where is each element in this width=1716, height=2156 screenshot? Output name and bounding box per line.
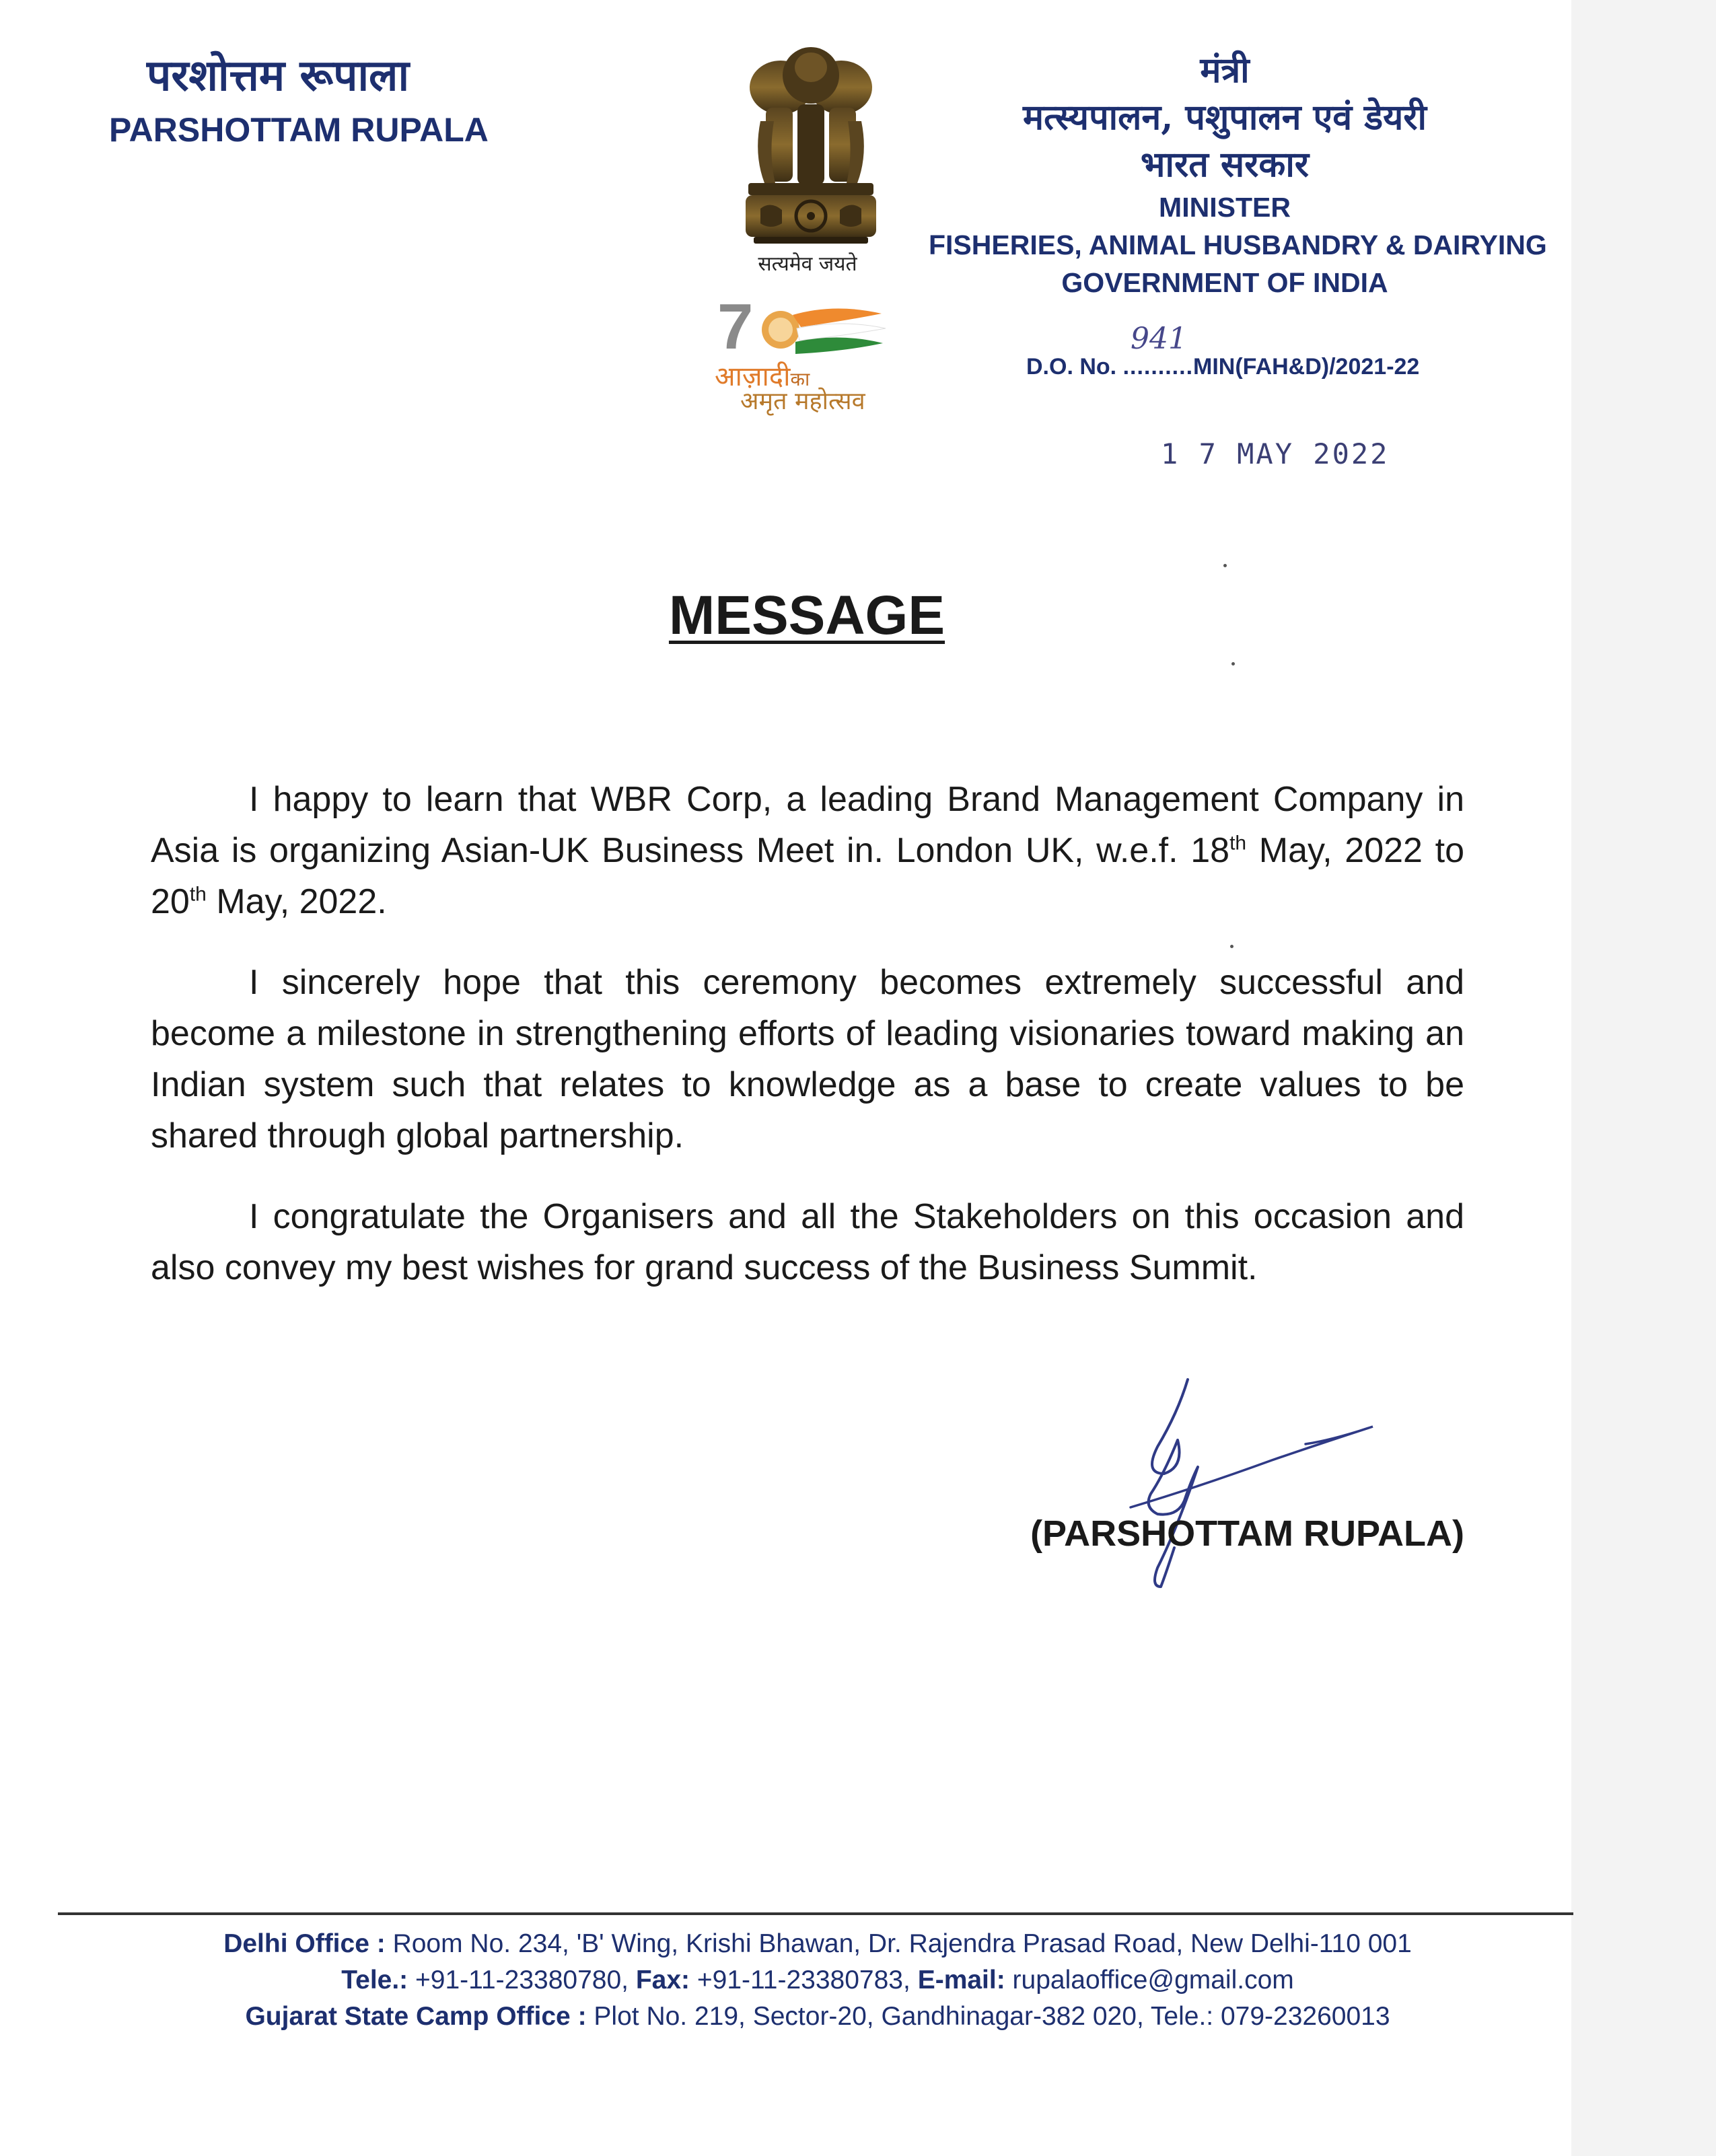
svg-text:7: 7: [717, 291, 754, 363]
government-hindi: भारत सरकार: [1140, 144, 1310, 185]
logo-text-ka: का: [790, 368, 810, 390]
p1-text-a: I happy to learn that WBR Corp, a leading Brand Management Company in Asia is organizing Asian-UK Business Meet in. London UK, w.e.f. 18: [151, 780, 1464, 870]
date-stamp: 1 7 MAY 2022: [1161, 437, 1390, 470]
delhi-office-address: Room No. 234, 'B' Wing, Krishi Bhawan, Dr. Rajendra Prasad Road, New Delhi-110 001: [385, 1929, 1412, 1958]
footer-delhi-office: [101, 1926, 1534, 1962]
email-label: E-mail:: [917, 1966, 1005, 1995]
message-paragraph-2: I sincerely hope that this ceremony becomes extremely successful and become a milestone in strengthening efforts of leading visionaries toward making an Indian system such that relates to knowledge as a base to create values to be shared through global partnership.: [151, 963, 1464, 1155]
scan-speck: [1231, 662, 1235, 666]
logo-text-azadi-main: आज़ादी: [715, 361, 791, 392]
fax-value: +91-11-23380783,: [690, 1966, 918, 1995]
p1-text-c: May, 2022.: [206, 882, 387, 921]
ministry-english: FISHERIES, ANIMAL HUSBANDRY & DAIRYING: [929, 229, 1547, 260]
do-suffix: MIN(FAH&D)/2021-22: [1193, 354, 1420, 380]
signatory-name: (PARSHOTTAM RUPALA): [1030, 1513, 1464, 1554]
ministry-block: [929, 47, 1547, 301]
footer-contact: [101, 1926, 1534, 2035]
fax-label: Fax:: [635, 1966, 690, 1995]
minister-name-hindi: परशोत्तम रूपाला: [147, 50, 410, 101]
scan-margin: [1571, 0, 1716, 2156]
gujarat-office-label: Gujarat State Camp Office :: [245, 2002, 587, 2031]
p1-text-b: May, 2022 to 20: [151, 831, 1464, 921]
ministry-hindi: मत्स्यपालन, पशुपालन एवं डेयरी: [1022, 97, 1427, 138]
tele-label: Tele.:: [341, 1966, 408, 1995]
scan-speck: [1230, 945, 1234, 948]
do-dots: ..........: [1122, 354, 1194, 380]
do-number: [1026, 354, 1419, 380]
message-title: MESSAGE: [668, 585, 945, 646]
message-paragraph-3: I congratulate the Organisers and all the Stakeholders on this occasion and also convey my best wishes for grand success of the Business Summit.: [151, 1197, 1464, 1287]
designation-english: MINISTER: [1159, 192, 1291, 223]
logo-text-amrit-mahotsav: अमृत महोत्सव: [740, 388, 865, 415]
footer-contact-numbers: [101, 1962, 1534, 1999]
do-handwritten-number: 941: [1131, 322, 1187, 356]
p1-sup-2: th: [189, 883, 207, 906]
email-value: rupalaoffice@gmail.com: [1005, 1966, 1294, 1995]
scan-speck: [1223, 564, 1227, 567]
message-body: [151, 774, 1464, 1323]
message-paragraph-1: [151, 774, 1464, 927]
designation-hindi: मंत्री: [1200, 50, 1250, 91]
footer-gujarat-office: [101, 1999, 1534, 2035]
p1-sup-1: th: [1229, 832, 1247, 855]
footer-divider: [58, 1912, 1573, 1915]
national-emblem-icon: [734, 40, 888, 256]
government-english: GOVERNMENT OF INDIA: [1061, 267, 1388, 298]
tele-value: +91-11-23380780,: [408, 1966, 636, 1995]
handwritten-signature-icon: [1050, 1373, 1400, 1602]
emblem-motto: सत्यमेव जयते: [758, 252, 857, 276]
minister-name-english: PARSHOTTAM RUPALA: [109, 111, 489, 149]
delhi-office-label: Delhi Office :: [223, 1929, 386, 1958]
gujarat-office-address: Plot No. 219, Sector-20, Gandhinagar-382 020, Tele.: 079-23260013: [586, 2002, 1390, 2031]
do-label: D.O. No.: [1026, 354, 1117, 380]
